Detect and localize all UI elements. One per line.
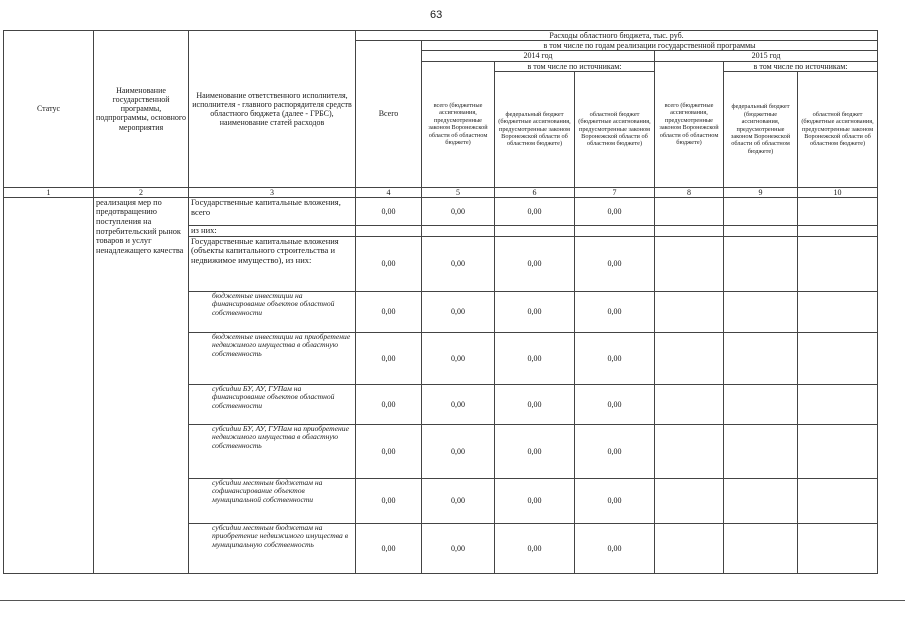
column-number: 3 (189, 187, 356, 197)
value-2015-federal (724, 236, 798, 291)
column-number: 6 (495, 187, 575, 197)
value-2014-federal: 0,00 (495, 291, 575, 332)
value-2015-regional (798, 197, 878, 225)
value-2015-federal (724, 291, 798, 332)
column-number: 10 (798, 187, 878, 197)
value-2015-federal (724, 225, 798, 236)
value-2014-federal: 0,00 (495, 197, 575, 225)
header-2014-src-total: всего (бюджетные ассигнования, предусмотренные законом Воронежской области об областном бюджете) (422, 61, 495, 187)
expense-label: субсидии местным бюджетам на софинансирование объектов муниципальной собственности (189, 478, 356, 523)
value-2014-regional: 0,00 (575, 197, 655, 225)
value-2015-total (655, 225, 724, 236)
value-2014-regional: 0,00 (575, 332, 655, 384)
value-2015-federal (724, 523, 798, 573)
value-2014-federal: 0,00 (495, 424, 575, 478)
value-total: 0,00 (356, 291, 422, 332)
value-2015-federal (724, 384, 798, 424)
value-2015-total (655, 384, 724, 424)
header-2014-src-federal: федеральный бюджет (бюджетные ассигнования, предусмотренные законом Воронежской области об областном бюджете) (495, 71, 575, 187)
value-total: 0,00 (356, 384, 422, 424)
column-number: 2 (94, 187, 189, 197)
table-row (4, 197, 878, 225)
value-2014-regional: 0,00 (575, 523, 655, 573)
page-number: 63 (430, 9, 443, 21)
header-by-years: в том числе по годам реализации государственной программы (422, 41, 878, 51)
expense-label: субсидии местным бюджетам на приобретение недвижимого имущества в муниципальную собственность (189, 523, 356, 573)
header-status: Статус (4, 31, 94, 188)
value-2014-total: 0,00 (422, 236, 495, 291)
value-2015-regional (798, 523, 878, 573)
header-year-2014: 2014 год (422, 51, 655, 61)
value-2014-total: 0,00 (422, 523, 495, 573)
value-total: 0,00 (356, 523, 422, 573)
value-2014-regional: 0,00 (575, 236, 655, 291)
value-2014-regional: 0,00 (575, 424, 655, 478)
value-2015-regional (798, 236, 878, 291)
value-2015-regional (798, 225, 878, 236)
value-2015-regional (798, 291, 878, 332)
value-2015-total (655, 424, 724, 478)
header-executor: Наименование ответственного исполнителя, исполнителя - главного распорядителя средств областного бюджета (далее - ГРБС), наименование статей расходов (189, 31, 356, 188)
status-cell (4, 197, 94, 573)
header-expenses-title: Расходы областного бюджета, тыс. руб. (356, 31, 878, 41)
column-number: 1 (4, 187, 94, 197)
value-2015-regional (798, 478, 878, 523)
value-2015-regional (798, 424, 878, 478)
expense-label: Государственные капитальные вложения (объекты капитального строительства и недвижимое имущество), из них: (189, 236, 356, 291)
value-total: 0,00 (356, 197, 422, 225)
value-total: 0,00 (356, 424, 422, 478)
value-2015-federal (724, 478, 798, 523)
expense-label: бюджетные инвестиции на приобретение недвижимого имущества в областную собственность (189, 332, 356, 384)
value-2015-total (655, 332, 724, 384)
value-2014-total: 0,00 (422, 291, 495, 332)
header-total: Всего (356, 41, 422, 188)
value-2014-regional: 0,00 (575, 291, 655, 332)
bottom-rule (0, 600, 905, 601)
value-2014-total: 0,00 (422, 478, 495, 523)
value-2015-total (655, 236, 724, 291)
header-2015-src-total: всего (бюджетные ассигнования, предусмотренные законом Воронежской области об областном бюджете) (655, 61, 724, 187)
value-2014-federal: 0,00 (495, 384, 575, 424)
value-2014-federal: 0,00 (495, 523, 575, 573)
column-number: 5 (422, 187, 495, 197)
expense-label: из них: (189, 225, 356, 236)
value-2015-regional (798, 332, 878, 384)
value-2014-total: 0,00 (422, 384, 495, 424)
expense-label: субсидии БУ, АУ, ГУПам на финансирование объектов областной собственности (189, 384, 356, 424)
header-2015-src-federal: федеральный бюджет (бюджетные ассигнования, предусмотренные законом Воронежской области об областном бюджете) (724, 71, 798, 187)
value-2015-federal (724, 197, 798, 225)
value-2014-federal: 0,00 (495, 478, 575, 523)
value-2015-regional (798, 384, 878, 424)
column-number: 7 (575, 187, 655, 197)
budget-table (3, 30, 878, 574)
value-2014-federal: 0,00 (495, 332, 575, 384)
value-2014-total: 0,00 (422, 332, 495, 384)
header-program-name: Наименование государственной программы, подпрограммы, основного мероприятия (94, 31, 189, 188)
value-2015-total (655, 197, 724, 225)
value-2015-total (655, 478, 724, 523)
header-2015-by-sources: в том числе по источникам: (724, 61, 878, 71)
value-2014-total: 0,00 (422, 197, 495, 225)
column-number: 9 (724, 187, 798, 197)
value-2014-federal: 0,00 (495, 236, 575, 291)
column-number: 4 (356, 187, 422, 197)
header-year-2015: 2015 год (655, 51, 878, 61)
program-cell: реализация мер по предотвращению поступления на потребительский рынок товаров и услуг ненадлежащего качества (94, 197, 189, 573)
value-2015-total (655, 523, 724, 573)
expense-label: субсидии БУ, АУ, ГУПам на приобретение недвижимого имущества в областную собственность (189, 424, 356, 478)
value-2014-federal (495, 225, 575, 236)
value-total (356, 225, 422, 236)
value-2014-total: 0,00 (422, 424, 495, 478)
value-total: 0,00 (356, 236, 422, 291)
expense-label: бюджетные инвестиции на финансирование объектов областной собственности (189, 291, 356, 332)
value-total: 0,00 (356, 478, 422, 523)
header-2014-by-sources: в том числе по источникам: (495, 61, 655, 71)
value-2015-total (655, 291, 724, 332)
value-2014-regional: 0,00 (575, 384, 655, 424)
column-number: 8 (655, 187, 724, 197)
expense-label: Государственные капитальные вложения, всего (189, 197, 356, 225)
value-2015-federal (724, 424, 798, 478)
value-total: 0,00 (356, 332, 422, 384)
value-2014-regional (575, 225, 655, 236)
value-2015-federal (724, 332, 798, 384)
value-2014-regional: 0,00 (575, 478, 655, 523)
header-2014-src-regional: областной бюджет (бюджетные ассигнования, предусмотренные законом Воронежской области об областном бюджете) (575, 71, 655, 187)
header-2015-src-regional: областной бюджет (бюджетные ассигнования, предусмотренные законом Воронежской области об областном бюджете) (798, 71, 878, 187)
value-2014-total (422, 225, 495, 236)
